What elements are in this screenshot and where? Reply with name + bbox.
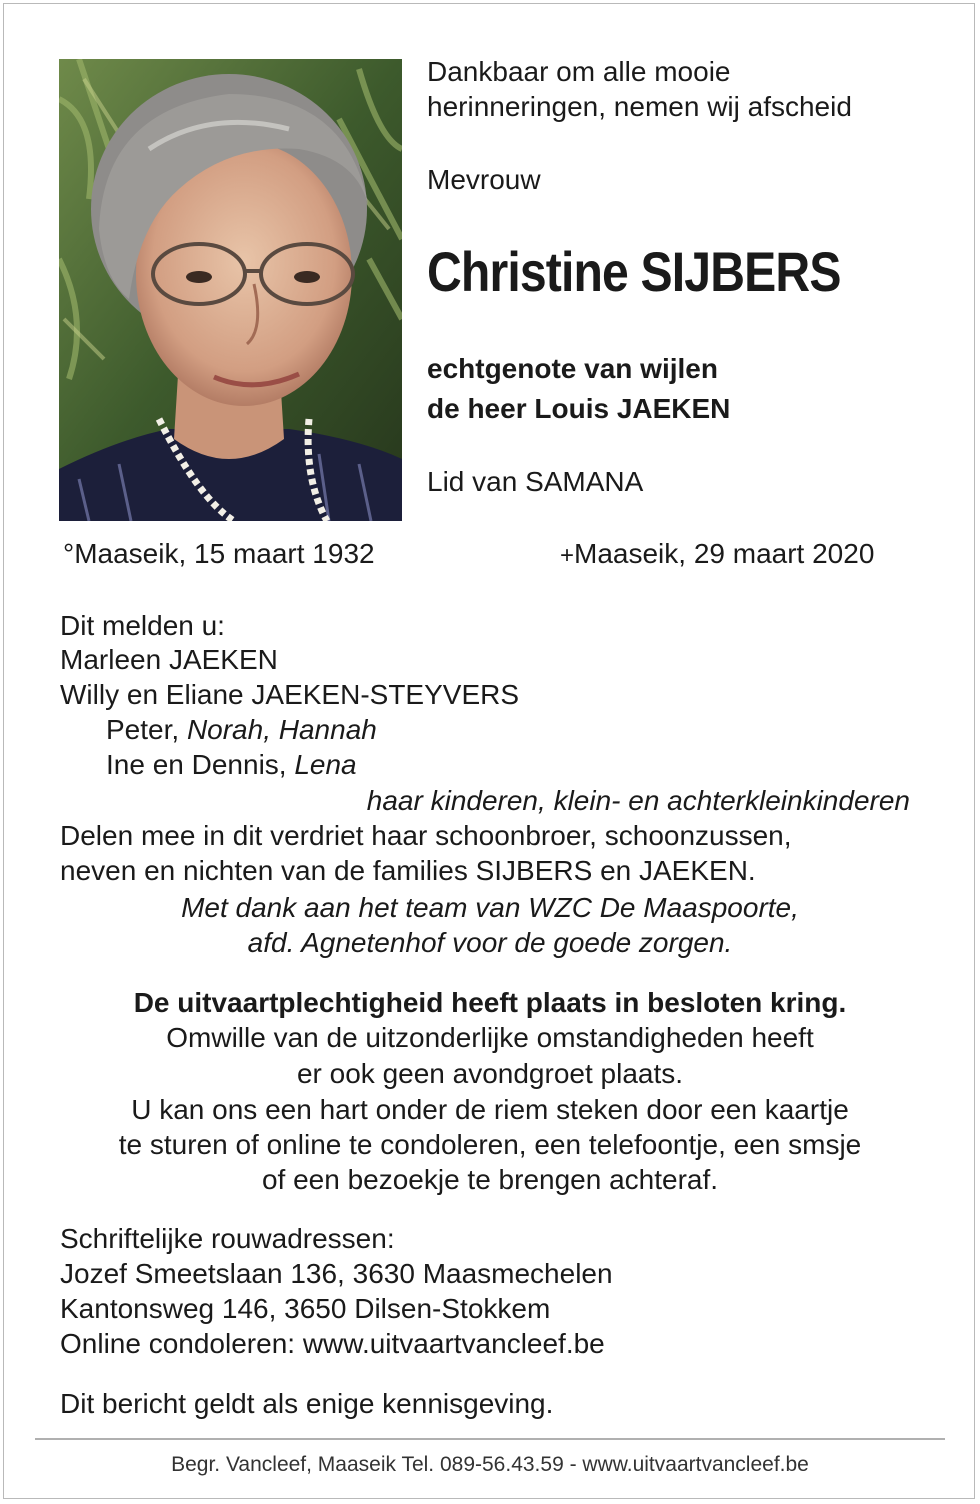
intro-line-2: herinneringen, nemen wij afscheid — [427, 91, 852, 122]
portrait-photo-icon — [59, 59, 402, 521]
addresses-heading: Schriftelijke rouwadressen: — [60, 1223, 395, 1254]
notice: Dit bericht geldt als enige kennisgeving. — [60, 1388, 554, 1419]
family-line-1: Marleen JAEKEN — [60, 644, 278, 675]
funeral-home-footer: Begr. Vancleef, Maaseik Tel. 089-56.43.59 - www.uitvaartvancleef.be — [171, 1453, 809, 1476]
family-line-3 — [106, 713, 377, 747]
address-2: Kantonsweg 146, 3650 Dilsen-Stokkem — [60, 1293, 551, 1324]
membership: Lid van SAMANA — [427, 466, 644, 497]
ceremony-line-3: U kan ons een hart onder de riem steken door een kaartje — [131, 1094, 849, 1125]
family-relation: haar kinderen, klein- en achterkleinkinderen — [366, 785, 910, 816]
deceased-name: Christine SIJBERS — [427, 240, 841, 303]
address-1: Jozef Smeetslaan 136, 3630 Maasmechelen — [60, 1258, 613, 1289]
share-line-1: Delen mee in dit verdriet haar schoonbroer, schoonzussen, — [60, 820, 792, 851]
honorific: Mevrouw — [427, 164, 541, 195]
thanks-line-1: Met dank aan het team van WZC De Maaspoorte, — [181, 892, 799, 923]
share-line-2: neven en nichten van de families SIJBERS en JAEKEN. — [60, 855, 756, 886]
spouse-line-1: echtgenote van wijlen — [427, 353, 718, 384]
great-grandchildren-2: Lena — [294, 749, 357, 780]
ceremony-heading: De uitvaartplechtigheid heeft plaats in besloten kring. — [133, 987, 847, 1018]
family-heading: Dit melden u: — [60, 610, 225, 641]
spouse-line-2: de heer Louis JAEKEN — [427, 393, 731, 424]
online-condolence: Online condoleren: www.uitvaartvancleef.be — [60, 1328, 605, 1359]
footer-divider — [35, 1438, 945, 1440]
grandchild-peter: Peter, — [106, 714, 187, 745]
ceremony-line-4: te sturen of online te condoleren, een telefoontje, een smsje — [118, 1129, 862, 1160]
death-date-text: Maaseik, 29 maart 2020 — [574, 538, 875, 569]
death-date — [560, 537, 874, 573]
portrait-photo — [59, 59, 402, 521]
birth-date: °Maaseik, 15 maart 1932 — [63, 538, 375, 569]
ceremony-line-2: er ook geen avondgroet plaats. — [296, 1058, 684, 1089]
grandchild-ine: Ine en Dennis, — [106, 749, 295, 780]
ceremony-line-1: Omwille van de uitzonderlijke omstandigheden heeft — [166, 1022, 814, 1053]
thanks-line-2: afd. Agnetenhof voor de goede zorgen. — [247, 927, 733, 958]
ceremony-line-5: of een bezoekje te brengen achteraf. — [261, 1164, 719, 1195]
intro-line-1: Dankbaar om alle mooie — [427, 56, 731, 87]
family-line-4 — [106, 748, 357, 782]
family-line-2: Willy en Eliane JAEKEN-STEYVERS — [60, 679, 520, 710]
cross-icon: + — [560, 542, 575, 569]
great-grandchildren-1: Norah, Hannah — [186, 714, 377, 745]
